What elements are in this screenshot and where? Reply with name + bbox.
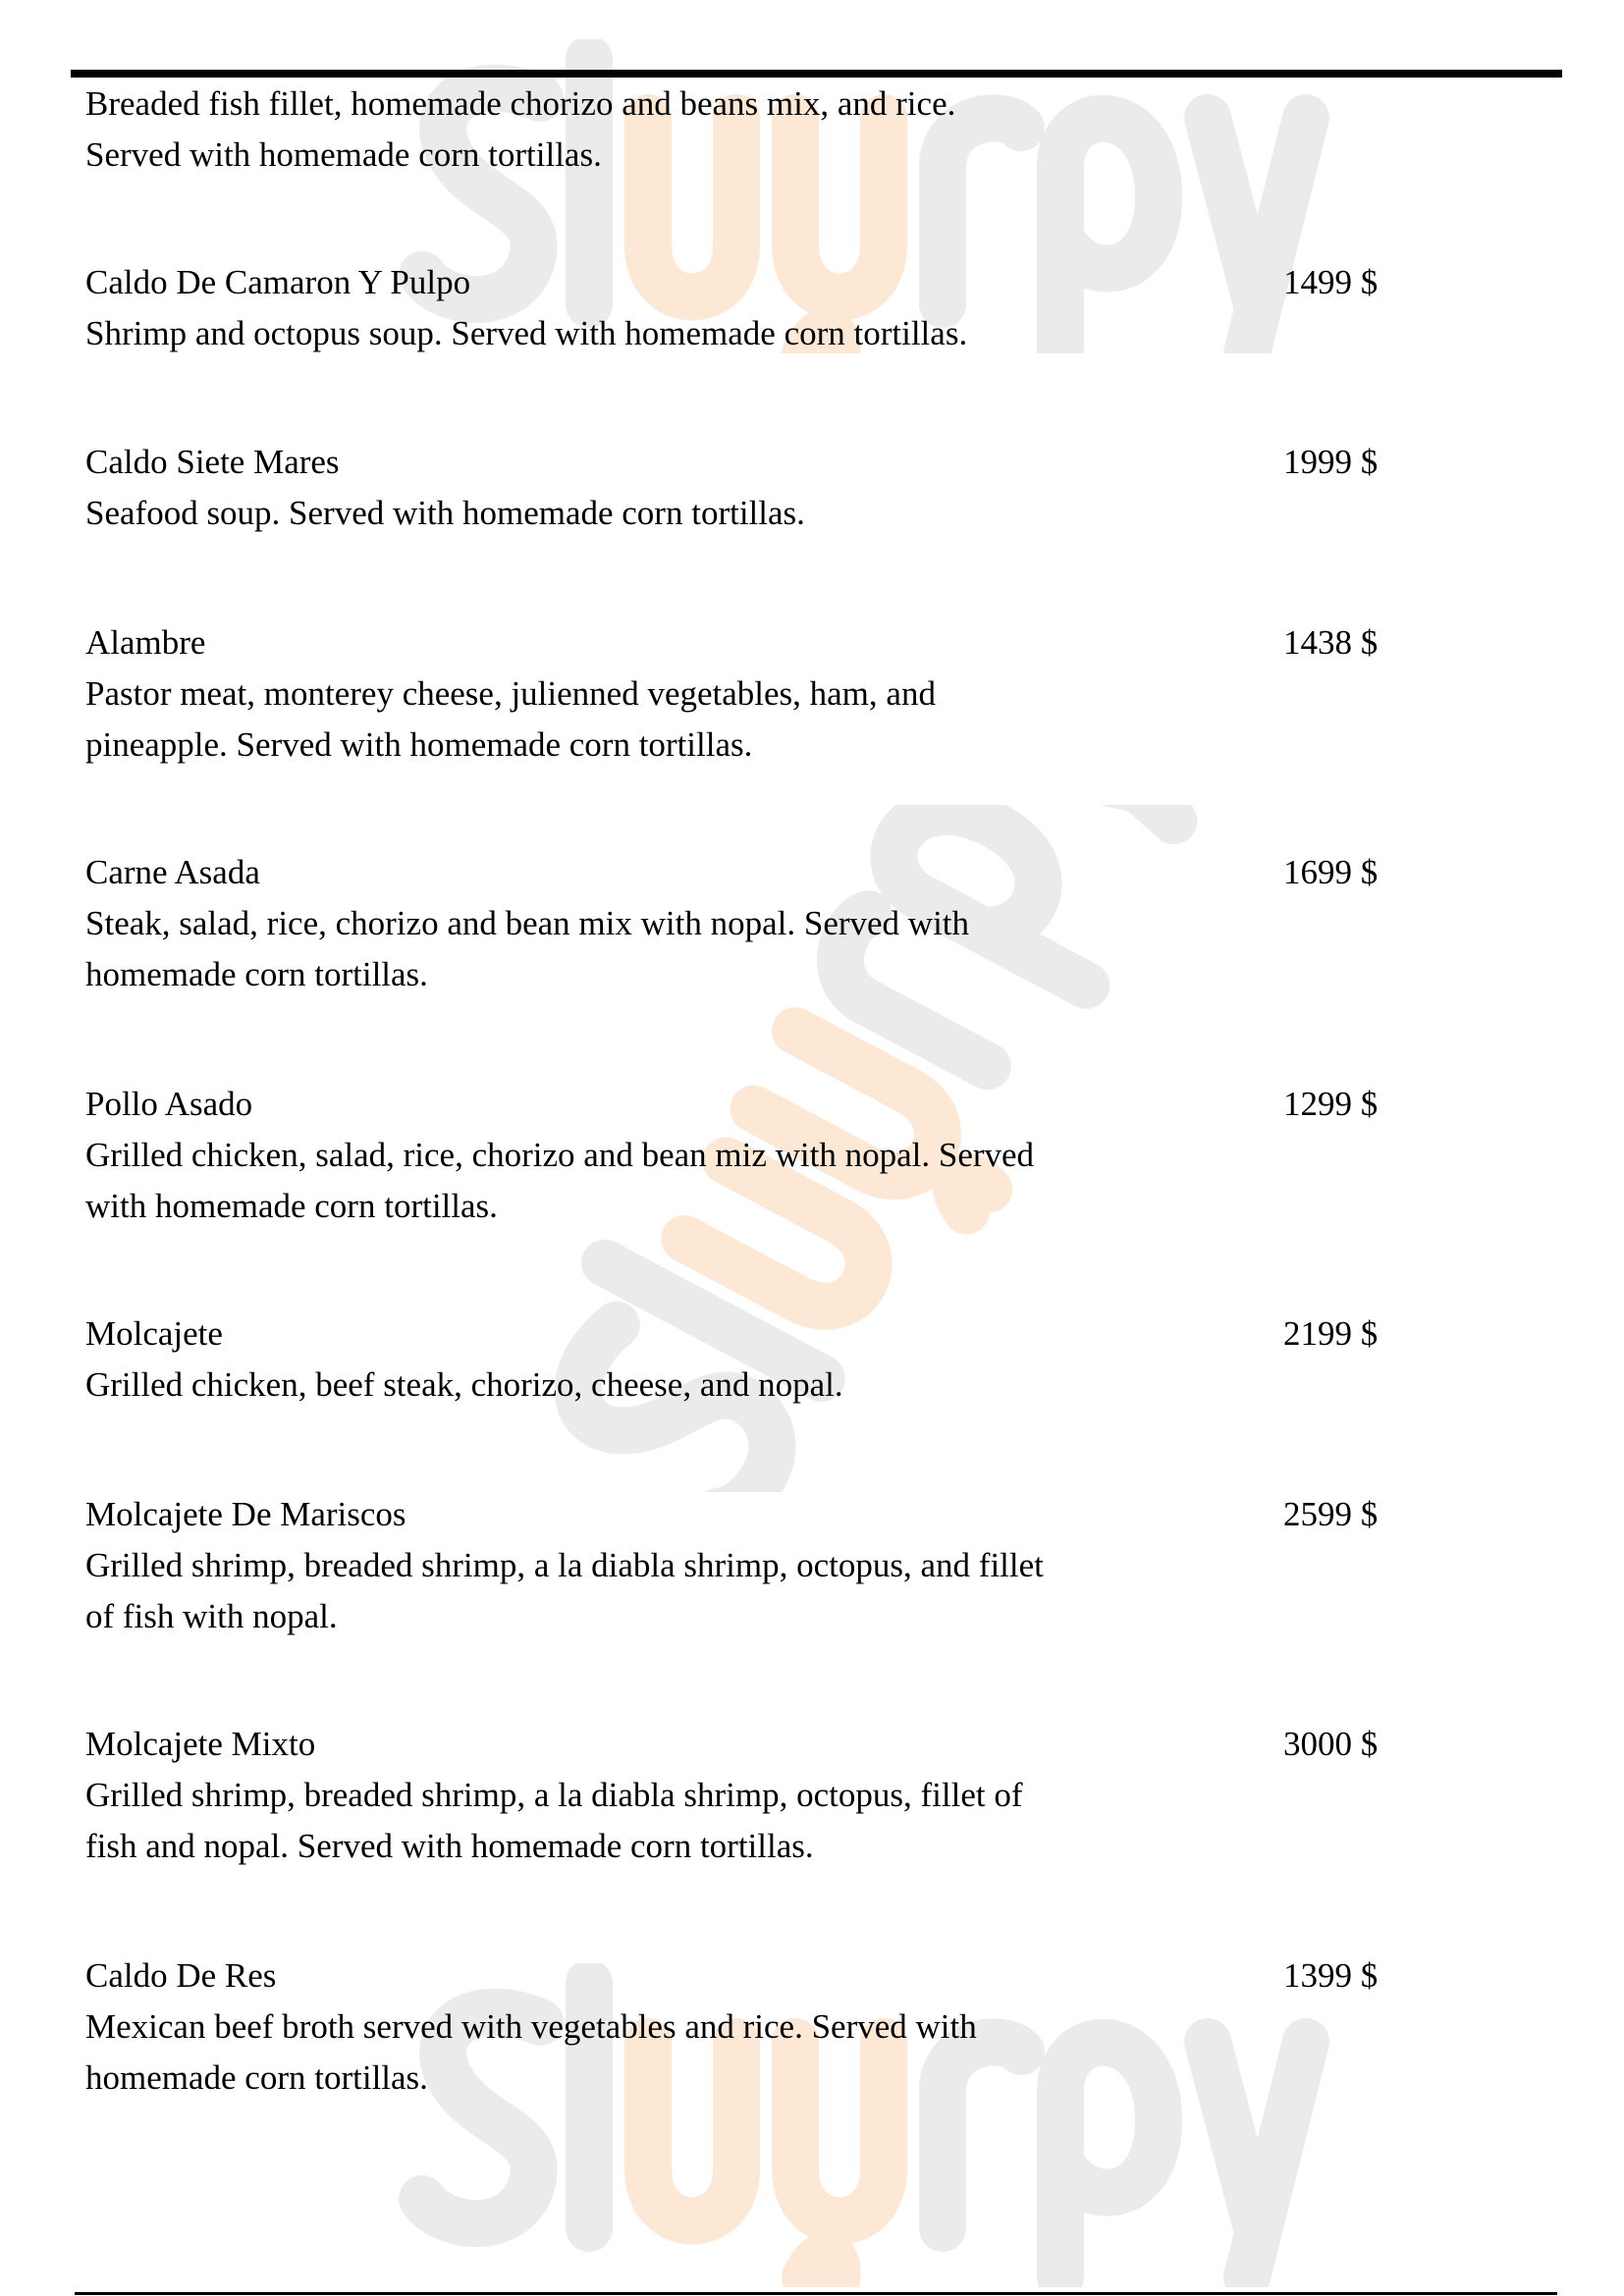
item-price: 1499 $ [1283,263,1379,301]
item-name: Carne Asada [85,853,260,891]
menu-item [85,1950,1539,2104]
item-description-line: Steak, salad, rice, chorizo and bean mix with nopal. Served with [85,904,970,942]
menu-item [85,1489,1539,1642]
item-description-line: fish and nopal. Served with homemade corn tortillas. [85,1827,814,1865]
item-description-line: of fish with nopal. [85,1597,338,1635]
menu-item [85,1079,1539,1232]
item-name: Pollo Asado [85,1085,253,1123]
item-name: Caldo Siete Mares [85,443,340,481]
item-description-line: Pastor meat, monterey cheese, julienned vegetables, ham, and [85,674,936,713]
top-rule [71,70,1562,78]
item-description-line: with homemade corn tortillas. [85,1187,498,1225]
item-price: 1438 $ [1283,623,1379,662]
item-description-line: pineapple. Served with homemade corn tortillas. [85,725,753,764]
description-line: Served with homemade corn tortillas. [85,135,602,174]
item-description-line: Grilled chicken, beef steak, chorizo, cheese, and nopal. [85,1365,843,1404]
menu-item [85,257,1539,359]
item-name: Caldo De Res [85,1956,277,1995]
menu-item [85,437,1539,539]
item-price: 1399 $ [1283,1956,1379,1995]
item-description-line: Grilled shrimp, breaded shrimp, a la diabla shrimp, octopus, fillet of [85,1776,1023,1814]
menu-item [85,617,1539,771]
intro-description [85,79,1539,181]
menu-item [85,847,1539,1000]
watermark-letter-shape [805,2256,838,2287]
item-name: Caldo De Camaron Y Pulpo [85,263,471,301]
description-line: Breaded fish fillet, homemade chorizo and beans mix, and rice. [85,84,956,123]
menu-item [85,1719,1539,1872]
item-price: 2199 $ [1283,1314,1379,1353]
item-description-line: Grilled shrimp, breaded shrimp, a la diabla shrimp, octopus, and fillet [85,1546,1044,1584]
item-description-line: homemade corn tortillas. [85,2058,428,2097]
bottom-rule [75,2292,1557,2295]
item-price: 1999 $ [1283,443,1379,481]
item-price: 3000 $ [1283,1725,1379,1763]
item-description-line: Mexican beef broth served with vegetables and rice. Served with [85,2007,977,2046]
item-name: Alambre [85,623,206,662]
item-name: Molcajete De Mariscos [85,1495,406,1533]
item-price: 1299 $ [1283,1085,1379,1123]
item-name: Molcajete Mixto [85,1725,316,1763]
item-description-line: homemade corn tortillas. [85,955,428,993]
item-price: 1699 $ [1283,853,1379,891]
menu-item [85,1308,1539,1411]
item-description-line: Seafood soup. Served with homemade corn tortillas. [85,494,805,532]
item-price: 2599 $ [1283,1495,1379,1533]
item-description-line: Grilled chicken, salad, rice, chorizo and bean miz with nopal. Served [85,1136,1035,1174]
item-name: Molcajete [85,1314,223,1353]
item-description-line: Shrimp and octopus soup. Served with homemade corn tortillas. [85,314,968,352]
